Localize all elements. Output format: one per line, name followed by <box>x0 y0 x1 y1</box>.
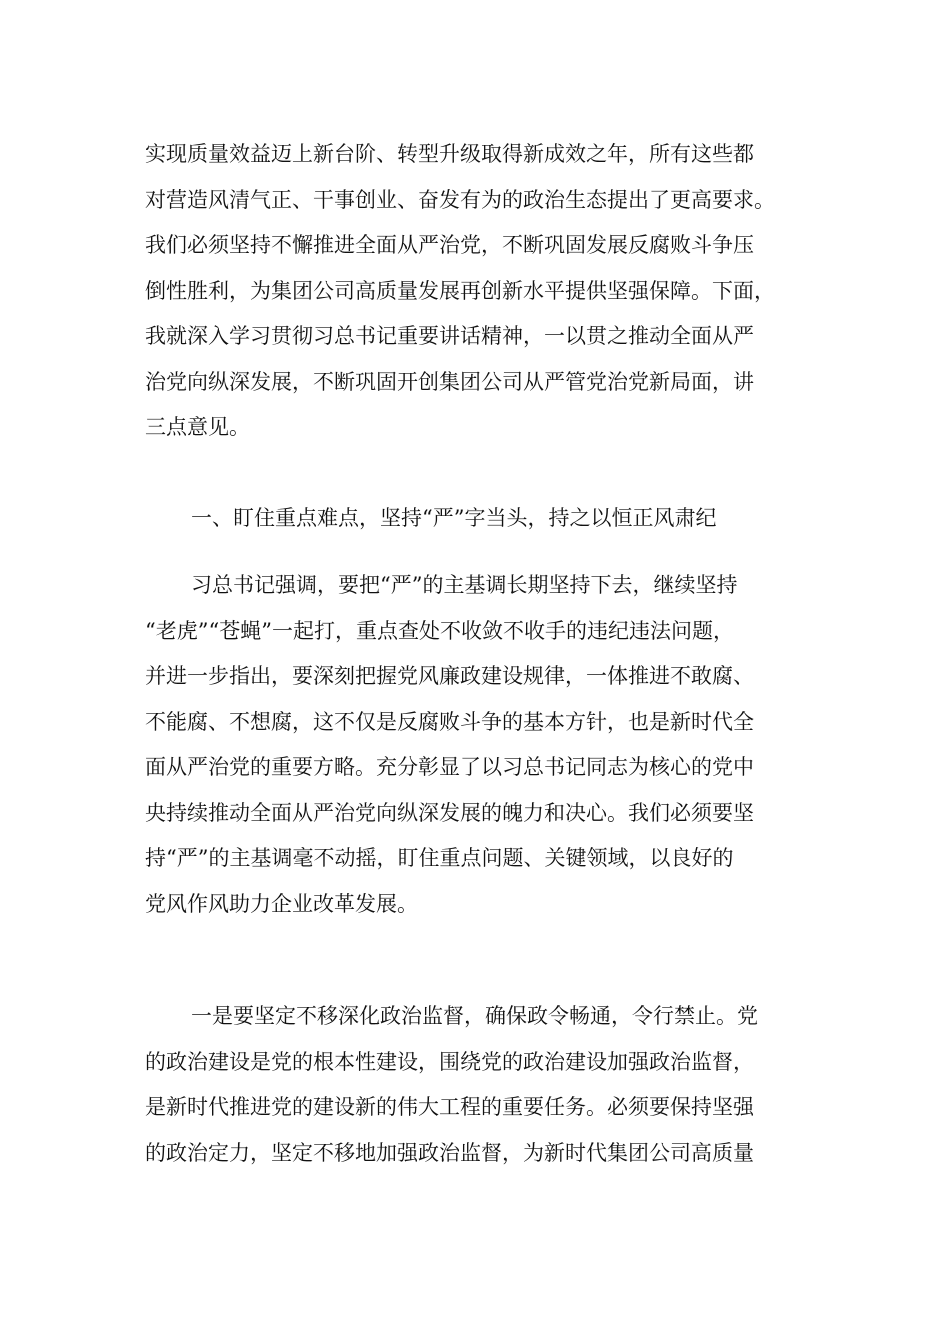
text-line: 央持续推动全面从严治党向纵深发展的魄力和决心。我们必须要坚 <box>145 800 754 825</box>
paragraph-body-2 <box>145 994 805 1176</box>
section-heading <box>145 496 805 542</box>
text-line: 三点意见。 <box>145 415 250 439</box>
text-line: 的政治建设是党的根本性建设，围绕党的政治建设加强政治监督， <box>145 1049 754 1074</box>
text-line: 持“严”的主基调毫不动摇，盯住重点问题、关键领域，以良好的 <box>145 846 734 870</box>
text-line: 党风作风助力企业改革发展。 <box>145 891 418 916</box>
text-line: 我就深入学习贯彻习总书记重要讲话精神，一以贯之推动全面从严 <box>145 324 754 348</box>
text-line: 的政治定力，坚定不移地加强政治监督，为新时代集团公司高质量 <box>145 1140 754 1165</box>
text-line: 实现质量效益迈上新台阶、转型升级取得新成效之年，所有这些都 <box>145 142 754 166</box>
text-line: 治党向纵深发展，不断巩固开创集团公司从严管党治党新局面，讲 <box>145 369 754 394</box>
heading-line: 一、盯住重点难点，坚持“严”字当头，持之以恒正风肃纪 <box>191 506 717 530</box>
text-line: 对营造风清气正、干事创业、奋发有为的政治生态提出了更高要求。 <box>145 187 775 212</box>
text-line: 是新时代推进党的建设新的伟大工程的重要任务。必须要保持坚强 <box>145 1095 754 1119</box>
text-line: 并进一步指出，要深刻把握党风廉政建设规律，一体推进不敢腐、 <box>145 664 754 688</box>
paragraph-body-1 <box>145 563 805 927</box>
text-line: “老虎”“苍蝇”一起打，重点查处不收敛不收手的违纪违法问题， <box>145 618 734 643</box>
text-line: 习总书记强调，要把“严”的主基调长期坚持下去，继续坚持 <box>191 573 738 597</box>
text-line: 不能腐、不想腐，这不仅是反腐败斗争的基本方针，也是新时代全 <box>145 709 754 734</box>
text-line: 面从严治党的重要方略。充分彰显了以习总书记同志为核心的党中 <box>145 755 754 779</box>
text-line: 我们必须坚持不懈推进全面从严治党，不断巩固发展反腐败斗争压 <box>145 233 754 257</box>
text-line: 倒性胜利，为集团公司高质量发展再创新水平提供坚强保障。下面， <box>145 278 775 303</box>
text-line: 一是要坚定不移深化政治监督，确保政令畅通，令行禁止。党 <box>191 1004 758 1028</box>
paragraph-intro <box>145 132 805 451</box>
